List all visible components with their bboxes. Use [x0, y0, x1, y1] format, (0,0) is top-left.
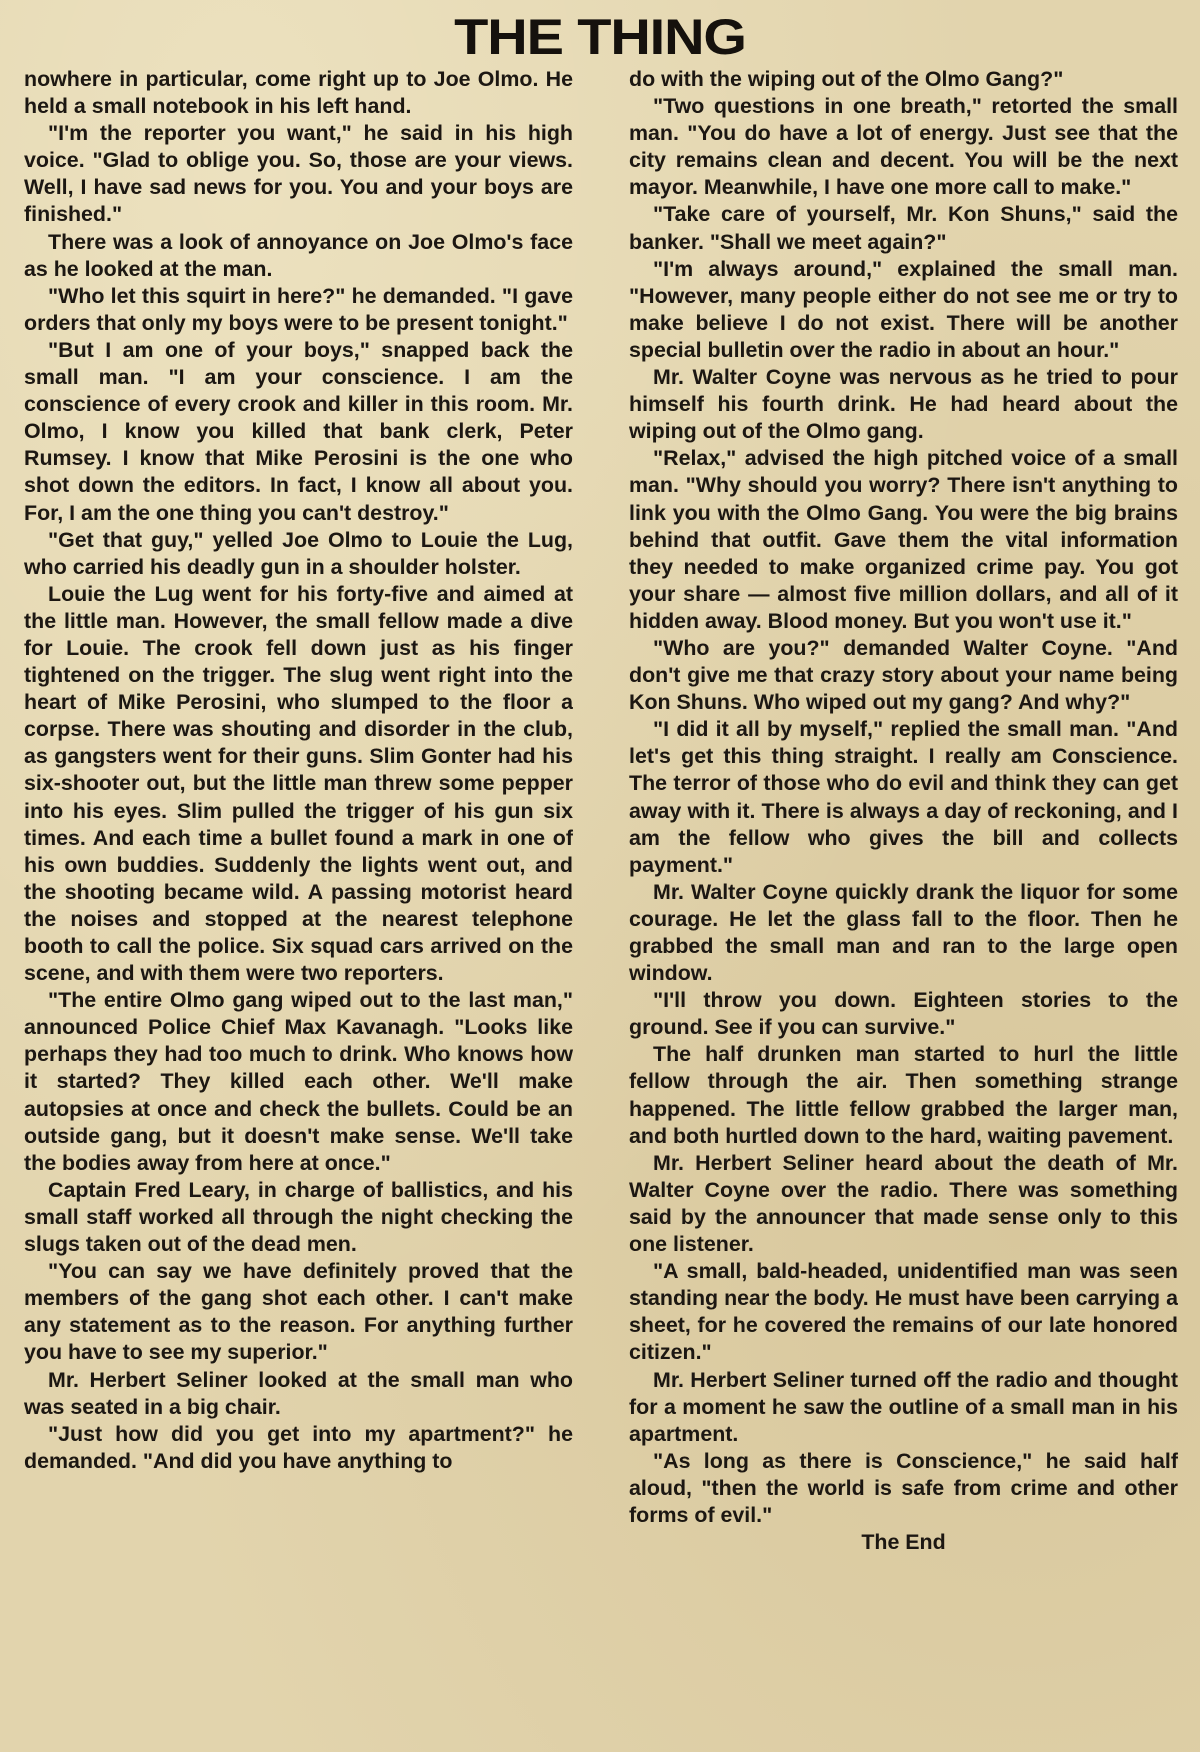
paragraph: "Who let this squirt in here?" he demanded. "I gave orders that only my boys were to be present tonight."	[24, 283, 573, 335]
paragraph: "Take care of yourself, Mr. Kon Shuns," said the banker. "Shall we meet again?"	[629, 202, 1178, 254]
paragraph: "A small, bald-headed, unidentified man was seen standing near the body. He must have been carrying a sheet, for he covered the remains of our late honored citizen."	[629, 1259, 1178, 1365]
text-columns	[24, 66, 1178, 1726]
the-end-label: The End	[861, 1530, 946, 1555]
paragraph: "But I am one of your boys," snapped back the small man. "I am your conscience. I am the conscience of every crook and killer in this room. Mr. Olmo, I know you killed that bank clerk, Peter Rumsey. I know that Mike Perosini is the one who shot down the editors. In fact, I know all about you. For, I am the one thing you can't destroy."	[24, 337, 573, 525]
paragraph: "Relax," advised the high pitched voice of a small man. "Why should you worry? There isn't anything to link you with the Olmo Gang. You were the big brains behind that outfit. Gave them the vital information they needed to make organized crime pay. You got your share — almost five million dollars, and all of it hidden away. Blood money. But you won't use it."	[629, 446, 1178, 633]
paragraph: "As long as there is Conscience," he said half aloud, "then the world is safe from crime and other forms of evil."	[629, 1448, 1178, 1527]
paragraph: "Get that guy," yelled Joe Olmo to Louie the Lug, who carried his deadly gun in a shoulder holster.	[24, 527, 573, 579]
paragraph: Mr. Herbert Seliner turned off the radio and thought for a moment he saw the outline of a small man in his apartment.	[629, 1367, 1178, 1446]
paragraph: Mr. Walter Coyne quickly drank the liquor for some courage. He let the glass fall to the floor. Then he grabbed the small man and ran to the large open window.	[629, 879, 1178, 986]
paragraph: nowhere in particular, come right up to Joe Olmo. He held a small notebook in his left hand.	[24, 67, 573, 119]
paragraph: "Who are you?" demanded Walter Coyne. "And don't give me that crazy story about your name being Kon Shuns. Who wiped out my gang? And why?"	[629, 635, 1178, 715]
paragraph: Captain Fred Leary, in charge of ballistics, and his small staff worked all through the night checking the slugs taken out of the dead men.	[24, 1177, 573, 1257]
paragraph: "I'll throw you down. Eighteen stories to the ground. See if you can survive."	[629, 988, 1178, 1040]
paragraph: "I did it all by myself," replied the small man. "And let's get this thing straight. I really am Conscience. The terror of those who do evil and think they can get away with it. There is always a day of reckoning, and I am the fellow who gives the bill and collects payment."	[629, 717, 1178, 877]
paragraph: "You can say we have definitely proved that the members of the gang shot each other. I can't make any statement as to the reason. For anything further you have to see my superior."	[24, 1259, 573, 1365]
paragraph: Mr. Herbert Seliner heard about the death of Mr. Walter Coyne over the radio. There was something said by the announcer that made sense only to this one listener.	[629, 1150, 1178, 1257]
paragraph: do with the wiping out of the Olmo Gang?"	[629, 67, 1064, 91]
paragraph: The half drunken man started to hurl the little fellow through the air. Then something strange happened. The little fellow grabbed the larger man, and both hurtled down to the hard, waiting pavement.	[629, 1042, 1178, 1148]
right-column	[629, 66, 1178, 1726]
story-title: THE THING	[454, 9, 746, 65]
paragraph: Mr. Herbert Seliner looked at the small man who was seated in a big chair.	[24, 1367, 573, 1419]
paragraph: Mr. Walter Coyne was nervous as he tried to pour himself his fourth drink. He had heard about the wiping out of the Olmo gang.	[629, 365, 1178, 444]
paragraph: Louie the Lug went for his forty-five and aimed at the little man. However, the small fellow made a dive for Louie. The crook fell down just as his finger tightened on the trigger. The slug went right into the heart of Mike Perosini, who slumped to the floor a corpse. There was shouting and disorder in the club, as gangsters went for their guns. Slim Gonter had his six-shooter out, but the little man threw some pepper into his eyes. Slim pulled the trigger of his gun six times. And each time a bullet found a mark in one of his own buddies. Suddenly the lights went out, and the shooting became wild. A passing motorist heard the noises and stopped at the nearest telephone booth to call the police. Six squad cars arrived on the scene, and with them were two reporters.	[24, 581, 573, 986]
paragraph: "The entire Olmo gang wiped out to the last man," announced Police Chief Max Kavanagh. "Looks like perhaps they had too much to drink. Who knows how it started? They killed each other. We'll make autopsies at once and check the bullets. Could be an outside gang, but it doesn't make sense. We'll take the bodies away from here at once."	[24, 988, 573, 1175]
paragraph: "Just how did you get into my apartment?" he demanded. "And did you have anything to	[24, 1421, 573, 1473]
paragraph: "I'm the reporter you want," he said in his high voice. "Glad to oblige you. So, those are your views. Well, I have sad news for you. You and your boys are finished."	[24, 121, 573, 227]
paragraph: There was a look of annoyance on Joe Olmo's face as he looked at the man.	[24, 229, 573, 281]
left-column	[24, 66, 573, 1726]
paragraph: "I'm always around," explained the small man. "However, many people either do not see me or try to make believe I do not exist. There will be another special bulletin over the radio in about an hour."	[629, 256, 1178, 362]
paragraph: "Two questions in one breath," retorted the small man. "You do have a lot of energy. Just see that the city remains clean and decent. You will be the next mayor. Meanwhile, I have one more call to make."	[629, 94, 1178, 200]
